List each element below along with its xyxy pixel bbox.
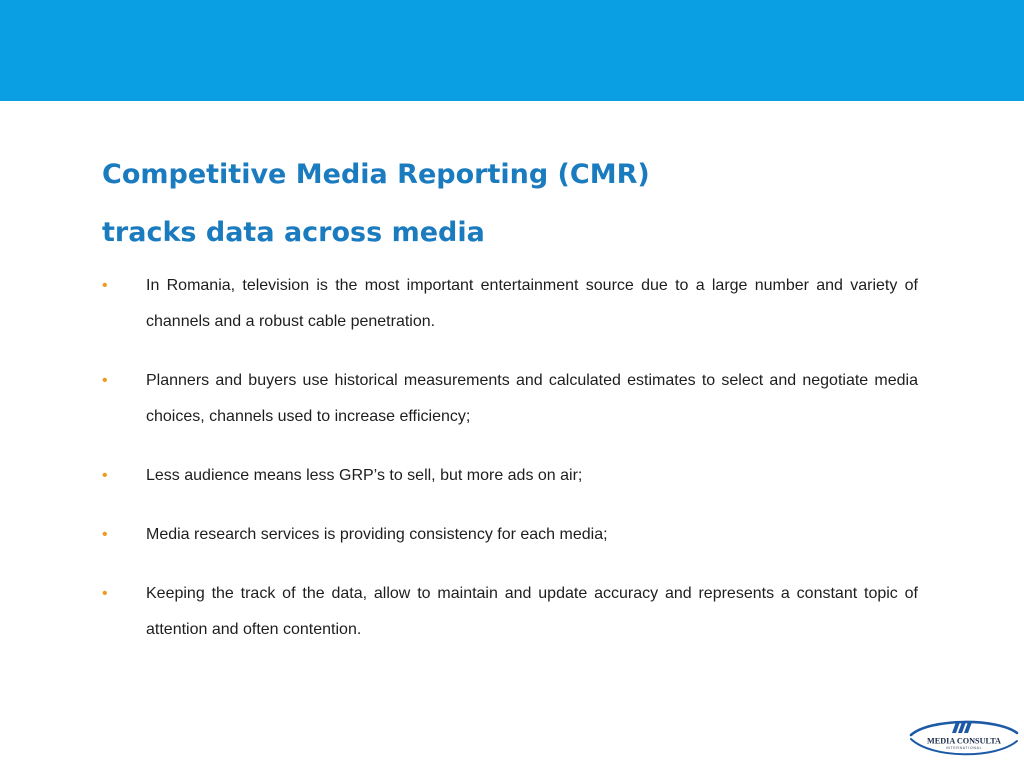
- bullet-text: Keeping the track of the data, allow to maintain and update accuracy and represents a constant topic of attention and often contention.: [146, 585, 918, 638]
- bullet-item: [102, 458, 918, 494]
- bullet-text: Planners and buyers use historical measurements and calculated estimates to select and negotiate media choices, channels used to increase efficiency;: [146, 372, 918, 425]
- bullet-list: [102, 268, 918, 671]
- bullet-icon: •: [102, 277, 108, 294]
- bullet-item: [102, 268, 918, 340]
- bullet-icon: •: [102, 585, 108, 602]
- bullet-icon: •: [102, 372, 108, 389]
- slide-title-line-1: Competitive Media Reporting (CMR): [102, 159, 650, 190]
- bullet-text: In Romania, television is the most important entertainment source due to a large number and variety of channels and a robust cable penetration.: [146, 277, 918, 330]
- slide-title: [102, 146, 922, 262]
- bullet-icon: •: [102, 526, 108, 543]
- bullet-text: Media research services is providing consistency for each media;: [146, 526, 608, 543]
- logo-name: MEDIA CONSULTA: [927, 736, 1001, 746]
- media-consulta-logo: [908, 714, 1020, 760]
- bullet-item: [102, 363, 918, 435]
- slide-title-line-2: tracks data across media: [102, 217, 485, 248]
- bullet-icon: •: [102, 467, 108, 484]
- bullet-text: Less audience means less GRP’s to sell, but more ads on air;: [146, 467, 583, 484]
- bullet-item: [102, 576, 918, 648]
- bullet-item: [102, 517, 918, 553]
- logo-tagline: INTERNATIONAL: [945, 746, 983, 750]
- header-band: [0, 0, 1024, 101]
